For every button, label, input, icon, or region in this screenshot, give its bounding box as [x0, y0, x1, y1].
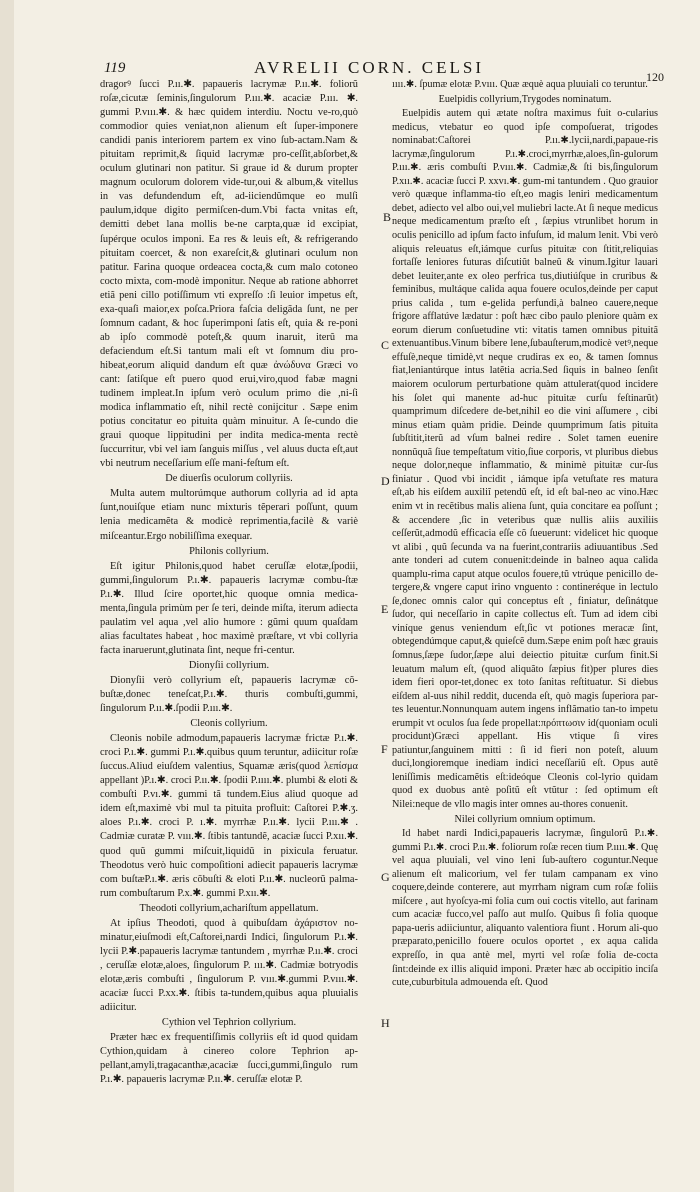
section-heading: Theodoti collyrium,achariſtum appellatum.	[139, 902, 319, 914]
section-heading: Euelpidis collyrium,Trygodes nominatum.	[438, 93, 612, 105]
running-title: AVRELII CORN. CELSI	[254, 58, 484, 77]
paragraph: At ipſius Theodoti, quod à quibuſdam ἀχάριστον no-minatur,eiuſmodi eſt,Caſtorei,nardi Indici, ſingulorum P.ı.✱. lycii P.✱.papaueris lacrymæ tantundem , myrrhæ P.ıı.✱. croci , ceruſſæ elotæ,aloes, ſingulorum P. ııı.✱. Cadmiæ botryodis elotæ,æris combuſti , ſingulorum P. vııı.✱.gummi P.vııı.✱. acaciæ ſucci P.xx.✱. ſtibis ta-tundem,quibus aqua pluuialis adiicitur.	[100, 917, 358, 1014]
margin-letter-f: F	[381, 742, 388, 756]
margin-letter-h: H	[381, 1016, 390, 1030]
section-heading: De diuerſis oculorum collyriis.	[165, 473, 293, 485]
paragraph: Præter hæc ex frequentiſſimis collyriis eſt id quod quidam Cythion,quidam à cinereo colore Tephrion ap-pellant,amyli,tragacanthæ,acaciæ ſucci,gummi,ſingulo rum P.ı.✱. papaueris lacrymæ P.ıı.✱. ceruſſæ elotæ P.	[100, 1032, 358, 1086]
left-column	[100, 78, 358, 1148]
margin-letter-c: C	[381, 338, 390, 352]
paragraph: Euelpidis autem qui ætate noſtra maximus fuit o-cularius medicus, vtebatur eo quod ipſe compoſuerat, trigodes nominabat:Caſtorei P.ıı.✱.lycii,nardi,papaue-ris lacrymæ,ſingulorum P.ı.✱.croci,myrrhæ,aloes,ſin-gulorum P.ııı.✱. æris combuſti P.vııı.✱. Cadmiæ,& ſti bis,ſingulorum P.xıı.✱. acaciæ ſucci P. xxvı.✱. gum-mi tantundem . Quo grauior verò quæque inflamma-tio eſt,eo magis leniri medicamentum debet, adiecto vel albo oui,vel muliebri lacte.At ſi neque medicus neque medicamentum præſto eſt , ſæpius vtrunlibet horum in oculis penicillo ad ipſum facto infuſum, id malum lenit. Vbi verò aliquis releuatus eſt,iámque curſus pituitæ con ſtitit,reliquias fortaſſe leniores futuras diſcutiũt balneũ & vinum.Igitur lauari debet leuiter,ante ex oleo perfrica tus,diutiúſque in cruribus & feminibus, multáque calida aqua fouere oculos,deinde per caput prius calida , tum e-gelida perfundi,à balneo cauere,neque frigore afflatúve lædatur : poſt hæc cibo paulo pleniore quàm ex eorum dierum conſuetudine vti: vitatis tamen omnibus pituitã extenuantibus.Vinum bibere lene,ſubauſterum,modicè vetꝰ,neque effuſè,neque timidè,vt neque crudiras ex eo, & tamen ſomnus fiat,leniantúrque intus latẽtia acria.Sed ſiquis in balneo ſenſit maiorem oculorum perturbatione quàm attulerat(quod incidere his ſolet qui manente ad-huc pituitæ curſu feſtinarũt) quamprimum diſcedere de-bet,nihil eo die vini aſſumere , cibi minus etiam quàm pridie. Deinde quumprimum ſatis pituita ſubſtitit,iterũ ad vſum balnei redire . Solet tamen euenire nonnũquã ſiue tempeſtatum vitio,ſiue corporis, vt pluribus diebus neque dolor,neque inflammatio, & minimè pituitæ cur-ſus finiatur . Quod vbi incidit , iámque ipſa vetuſtate res matura eſt,ab his eiſdem auxiliĩ petendũ eſt, id eſt bal-neo ac vino.Hæc enim vt in recẽtibus malis aliena ſunt, quia concitare ea poſſunt ; & accendere ,ſic in veteribus quæ nullis aliis auxiliis ceſſerũt,admodũ efficacia eſſe cõ ſueuerunt: videlicet hic quoque vt alibi , quũ ſecunda va na fuerint,contrariis adiuuantibus .Sed ante tonderi ad cutem conuenit:deinde in balneo aqua calida quamplu-rima caput atque oculos fouere,tũ vtrúque penicillo de-tergere,& vngere caput irino vnguento : contineréque in lectulo ſe,donec omnis calor qui conceptus eſt , finiatur, deſinátque ſudor, qui neceſſario in capite collectus eſt. Tum ad idem cibi viníque genus veniendum eſt,ſic vt potiones meracæ ſint, obtegendúmque caput,& quieſcẽ dum.Sæpe enim poſt hæc grauis ſomnus,ſæpe ſudor,ſæpe alui deiectio pituitæ curſum finit.Si leuatum malum eſt, (quod aliquãto ſæpius fit)per plures dies idem fieri opor-tet,donec ex toto ſanitas reſtituatur. Si diebus eiſdem al-uus nihil reddit, ducenda eſt, quò magis ſuperiora par-tes leuentur.Nonnunquam autem ingens inflãmatio tan-to impetu erumpit vt oculos ſua ſede propellat:πρόπτωσιν id(quoniam oculi procidunt)Græci appellant. His vtique ſi vires patiuntur,ſanguinem mitti : ſi id fieri non poteſt, aluum duci,longioremque inediam indici neceſſariũ eſt. Opus autẽ leniſſimis medicamẽtis eſt:ideóque Cleonis col-lyrio quidam quod ex duobus antè poſitũ eſt vtũtur : ſed optimum eſt Nilei:neque de vllo magis inter omnes au-thores conuenit.	[392, 108, 658, 810]
margin-letter-d: D	[381, 474, 390, 488]
page-gutter	[0, 0, 14, 1192]
section-heading: Cleonis collyrium.	[190, 718, 268, 730]
margin-letter-b: B	[383, 210, 392, 224]
paragraph: Multa autem multorúmque authorum collyria ad id apta ſunt,nouiſque etiam nunc mixturis tẽperari poſſunt, quum lenia medicamẽta & modicè reprimentia,facilè & variè miſceantur.Ergo nobiliſſima exequar.	[100, 488, 358, 542]
paragraph: ıııı.✱. ſpumæ elotæ P.vııı. Quæ æquè aqua pluuiali co teruntur.	[392, 79, 648, 90]
paragraph: Cleonis nobile admodum,papaueris lacrymæ frictæ P.ı.✱. croci P.ı.✱. gummi P.ı.✱.quibus quum teruntur, adiicitur roſæ ſuccus.Aliud eiuſdem valentius, Squamæ æris(quod λεπίσμα appellant )P.ı.✱. croci P.ıı.✱. ſpodii P.ıııı.✱. plumbi & eloti & combuſti P.vı.✱. gummi tã tundem.Eius aliud quoque ad idem eſt,maximè vbi mul ta pituita profluit: Caſtorei P.✱.ʒ. aloes P.ı.✱. croci P. ı.✱. myrrhæ P.ıı.✱. lycii P.ııı.✱ . Cadmiæ curatæ P. vııı.✱. ſtibis tantundẽ, acaciæ ſucci P.xıı.✱. quod quũ gummi miſcuit,liquidũ in pixicula feruatur. Theodotus verò huic compoſitioni adiecit papaueris lacrymæ com buſtæP.ı.✱. æris cõbuſti & eloti P.ıı.✱. nucleorũ palma-rum combuſtarum P.x.✱. gummi P.xıı.✱.	[100, 733, 358, 899]
section-heading: Philonis collyrium.	[189, 545, 269, 557]
section-heading: Cythion vel Tephrion collyrium.	[161, 1017, 297, 1029]
paragraph: dragorꝰ ſucci P.ıı.✱. papaueris lacrymæ P.ıı.✱. foliorũ roſæ,cicutæ ſeminis,ſingulorum P.ııı.✱. acaciæ P.ııı. ✱. gummi P.vııı.✱. & hæc quidem interdiu. Noctu ve-ro,quò commodior quies veniat,non alienum eſt ſuper-imponere candidi panis interiorem partem ex vino ſub-actam.Nam & pituitam reprimit,& ſiquid lacrymæ pro-ceſſit,abſorbet,& oculum glutinari non patitur. Si graue id & durum propter magnum oculorum dolorem vide-tur,oui & album,& vitellus in vas defundendum eſt, ad-iiciendũmque eo mulſi paulum,idque digito permiſcen-dum.Vbi facta vnitas eſt, demitti debet lana mollis be-ne carpta,quæ id excipiat, ſupérque oculos imponi. Ea res & leuis eſt, & refrigerando pituitam coercet, & non exareſcit,& glutinari oculum non patitur. Farina quoque ordeacea cocta,& cum malo cotoneo cocto mixta, com-modè imponitur. Neque ab ratione abhorret etiã peni cillo potiſſimum vti expreſſo :ſi leuior impetus eſt, exa-quaſi maior,ex poſca.Priora faſcia deligãda ſunt, ne per ſomnum cadant, & hoc ſuperimponi ſatis eſt, quia & re-poni ab ipſo commodè poteſt,& quum inaruit, iterũ ma defaciendum eſt.Si tantum mali eſt vt ſomnum diu pro-hibeat,eorum aliquid dandum eſt quæ ἀνώδυνα Græci vo cant: ſatiſque eſt puero quod erui,viro,quod fabæ magni tudinem impleat.In ipſum verò oculum primo die ,ni-ſi modica inflammatio eſt, nihil rectè conĳcitur . Sæpe enim potius concitatur eo pituita quàm minuitur. A ſe-cundo die graui quoque lippitudini per indita medica-menta rectè ſuccurritur, vbi vel iam ſanguis miſſus , vel aluus ducta eſt,aut vbi neutrum neceſſarium eſſe mani-feſtum eſt.	[100, 79, 358, 470]
paragraph: Dionyſii verò collyrium eſt, papaueris lacrymæ cõ-buſtæ,donec teneſcat,P.ı.✱. thuris combuſti,gummi, ſingulorum P.ıı.✱.ſpodii P.ııı.✱.	[100, 674, 358, 715]
margin-letter-g: G	[381, 870, 390, 884]
section-heading: Dionyſii collyrium.	[188, 659, 270, 671]
margin-letter-e: E	[381, 602, 389, 616]
page-number-right: 120	[646, 70, 664, 84]
paragraph: Eſt igitur Philonis,quod habet ceruſſæ elotæ,ſpodii, gummi,ſingulorum P.ı.✱. papaueris lacrymæ combu-ſtæ P.ı.✱. Illud ſcire oportet,hic quoque omnia medica-menta,ſingula primùm per ſe teri, deinde miſta, iterum adiecta paulatim vel aqua ,vel alio humore : gũmi quum quaſdam alias facultates habeat , hoc maximè præſtare, vt vbi collyria facta inaruerunt,glutinata ſint, neque fri-centur.	[100, 560, 358, 656]
right-column	[392, 78, 658, 1148]
section-heading: Nilei collyrium omnium optimum.	[454, 813, 596, 825]
paragraph: Id habet nardi Indici,papaueris lacrymæ, ſingulorũ P.ı.✱. gummi P.ı.✱. croci P.ıı.✱. foliorum roſæ recen tium P.ıııı.✱. Quę vel aqua pluuiali, vel vino leni ſub-auſtero coguntur.Neque alienum eſt malicorium, vel fer tulam campanam ex vino coquere,deinde conterere, aut myrrham nigram cum roſæ foliis miſcere , aut hyoſcya-mi folia cum oui coctis vitello, aut farinam cum acaciæ fucco,vel paſſo aut mulſo. Quibus ſi folia quoque papa-ueris adiiciuntur, aliquanto valentiora fiunt . Horum ali-quo præparato,penicillo fouere oculos oportet , ex aqua calida expreſſo, in qua antè mel, myrti vel roſæ folia de-cocta ſint:deinde ex illis aliquid imponi. Præter hæc ab occipitio inciſa cute,cuburbitula admouenda eſt. Quod	[392, 828, 658, 989]
page-number-left: 119	[104, 60, 126, 76]
